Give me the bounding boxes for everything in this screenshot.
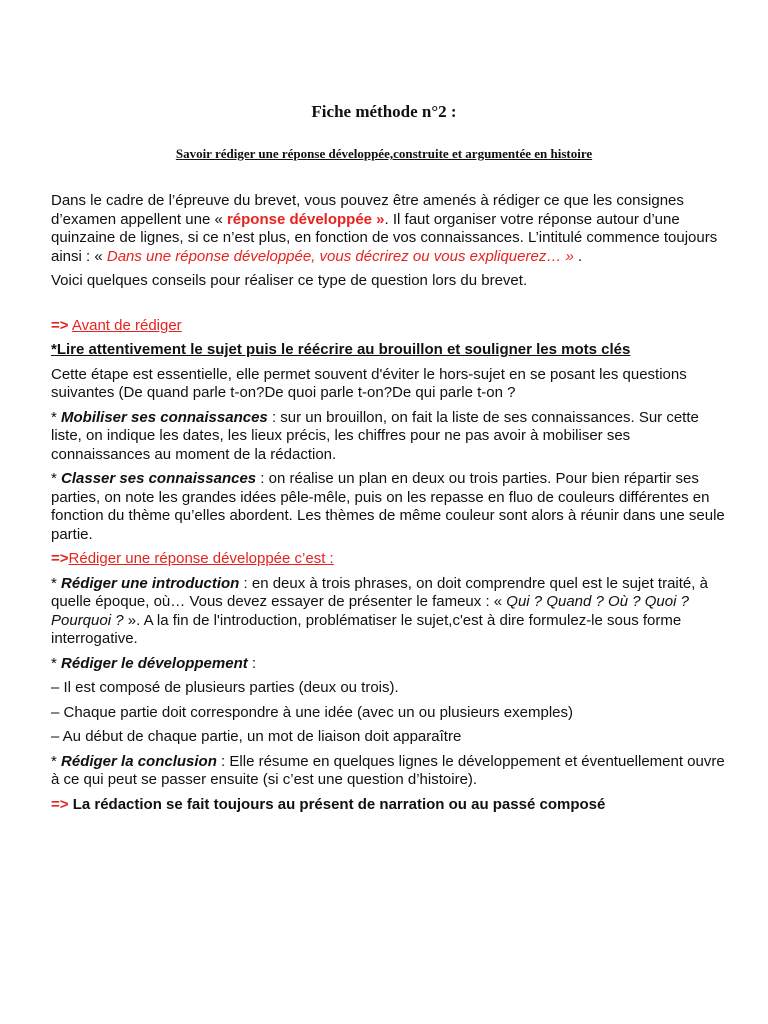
section-avant-label: Avant de rédiger <box>71 316 182 334</box>
bullet-star: * <box>51 470 62 487</box>
bullet-star: * <box>51 574 62 592</box>
step-mobiliser-text: : sur un brouillon, on fait la liste de ses connaissances. Sur cette liste, on indique les dates, les lieux précis, les chiffres pour ne pas avoir à mobiliser ses connaissances au moment de la rédaction. <box>51 408 699 463</box>
intro-paragraph <box>51 192 727 266</box>
step-introduction-label: Rédiger une introduction <box>61 574 240 592</box>
arrow-icon: => <box>51 795 69 813</box>
step-developpement-colon: : <box>247 654 257 672</box>
arrow-icon: => <box>51 550 69 567</box>
final-rule <box>51 796 727 815</box>
step-introduction-questions: Qui ? Quand ? Où ? Quoi ? Pourquoi ? <box>51 593 689 629</box>
step-conclusion <box>51 753 727 790</box>
step-introduction-text-2: ». A la fin de l'introduction, problématiser le sujet,c'est à dire formulez-le sous forme interrogative. <box>51 611 682 647</box>
step-conclusion-label: Rédiger la conclusion <box>61 752 217 770</box>
dev-item: – Il est composé de plusieurs parties (deux ou trois). <box>51 679 399 696</box>
document-body <box>51 192 727 820</box>
section-rediger-heading <box>51 550 727 569</box>
section-avant-heading <box>51 317 727 336</box>
dev-item: – Chaque partie doit correspondre à une idée (avec un ou plusieurs exemples) <box>51 703 573 721</box>
bullet-star: * <box>51 408 62 426</box>
page-title: Fiche méthode n°2 : <box>311 102 457 121</box>
section-rediger-label: Rédiger une réponse développée c’est : <box>68 550 334 567</box>
step-mobiliser <box>51 409 727 465</box>
intro-text-3: . <box>573 247 583 265</box>
arrow-icon: => <box>51 316 69 334</box>
intro-text-1: Dans le cadre de l’épreuve du brevet, vous pouvez être amenés à rédiger ce que les consignes d’examen appellent une « <box>51 192 684 228</box>
intro-advice: Voici quelques conseils pour réaliser ce type de question lors du brevet. <box>51 272 528 289</box>
step-classer-text: : on réalise un plan en deux ou trois parties. Pour bien répartir ses parties, on note les grandes idées pêle-mêle, puis on les repasse en fluo de couleurs différentes en fonction du thème qu’elles abordent. Les thèmes de même couleur sont alors à réunir dans une seule partie. <box>51 470 725 543</box>
dev-item: – Au début de chaque partie, un mot de liaison doit apparaître <box>51 728 462 745</box>
intro-text-2: . Il faut organiser votre réponse autour d’une quinzaine de lignes, si ce n’est plus, en fonction de vos connaissances. L’intitulé commence toujours ainsi : « <box>51 210 718 265</box>
bullet-star: * <box>51 752 62 770</box>
page-subtitle: Savoir rédiger une réponse développée,construite et argumentée en histoire <box>175 146 593 161</box>
step-classer-label: Classer ses connaissances <box>61 470 257 487</box>
step-developpement <box>51 655 727 674</box>
bullet-star: * <box>51 654 62 672</box>
step-lire-text: Cette étape est essentielle, elle permet souvent d'éviter le hors-sujet en se posant les questions suivantes (De quand parle t-on?De quoi parle t-on?De qui parle t-on ? <box>51 365 687 401</box>
step-conclusion-text: : Elle résume en quelques lignes le développement et éventuellement ouvre à ce qui peut se passer ensuite (si c’est une question d’histoire). <box>51 752 725 788</box>
step-lire-heading: *Lire attentivement le sujet puis le réécrire au brouillon et souligner les mots clés <box>51 341 631 358</box>
step-introduction-text-1: : en deux à trois phrases, on doit comprendre quel est le sujet traité, à quelle époque, où… Vous devez essayer de présenter le fameux : « <box>51 574 708 610</box>
step-mobiliser-label: Mobiliser ses connaissances <box>61 408 268 426</box>
step-developpement-label: Rédiger le développement <box>61 654 248 672</box>
step-introduction <box>51 575 727 649</box>
intro-quote: Dans une réponse développée, vous décrirez ou vous expliquerez… » <box>106 247 574 265</box>
final-rule-text: La rédaction se fait toujours au présent de narration ou au passé composé <box>68 795 606 813</box>
step-classer <box>51 470 727 544</box>
intro-highlight: réponse développée » <box>226 210 385 228</box>
